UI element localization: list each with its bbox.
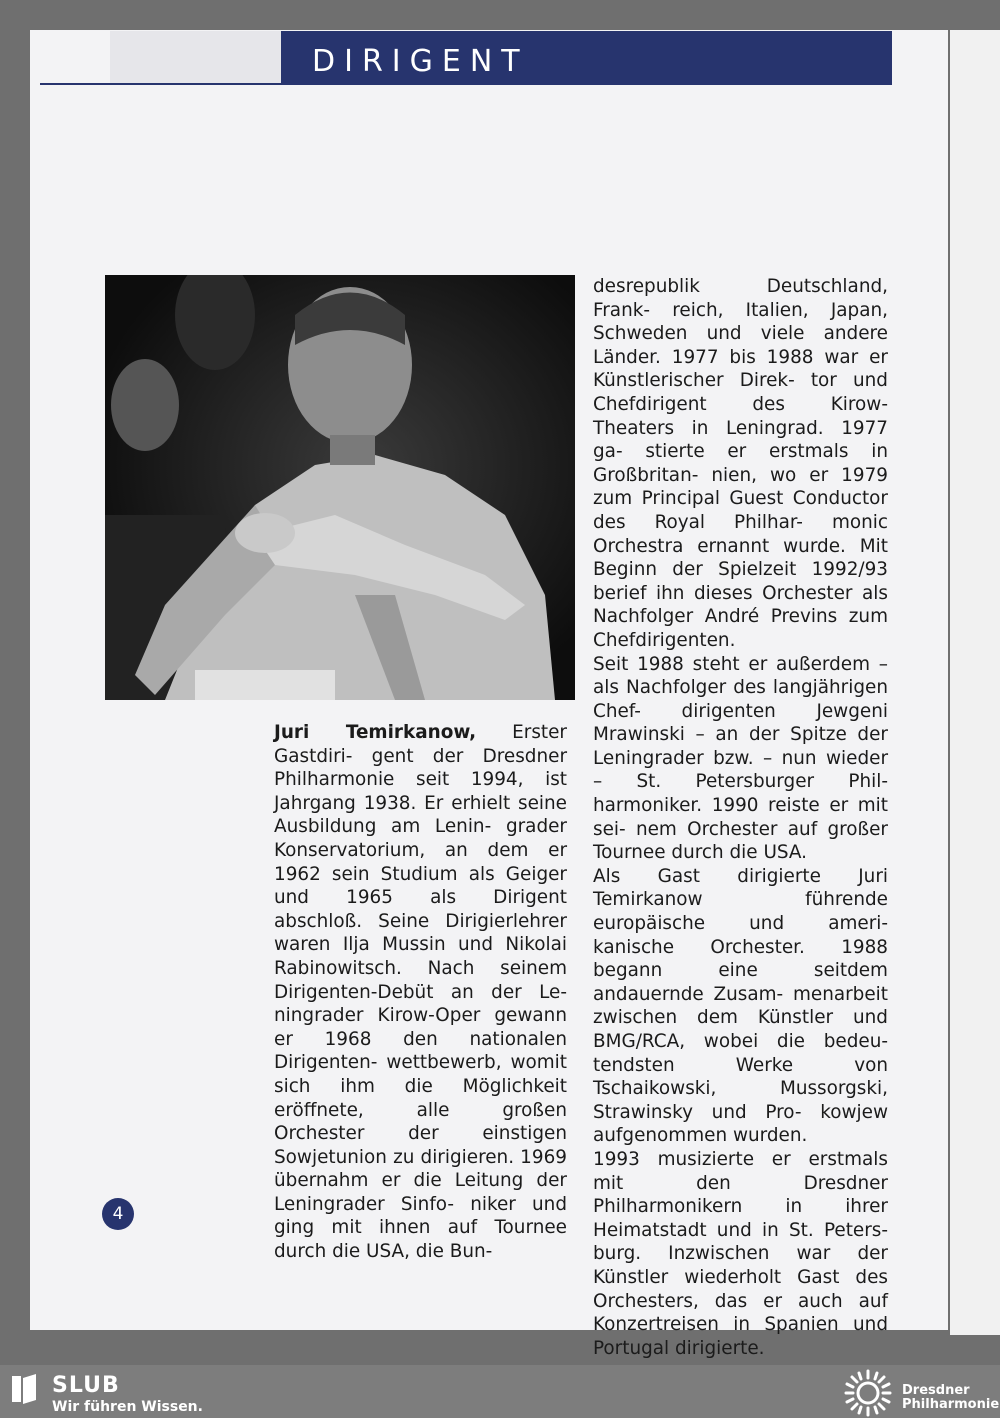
text-line: Als Gast dirigierte Juri Temirkanow xyxy=(593,865,888,911)
text-line: zu dirigieren. 1969 übernahm er xyxy=(274,1146,567,1192)
conductor-name: Juri Temirkanow, xyxy=(274,722,477,743)
text-line: und BMG/RCA, wobei die bedeu- xyxy=(593,1007,888,1052)
adjacent-page-edge xyxy=(950,30,1000,1335)
paragraph-dresden xyxy=(593,1148,888,1360)
text-line: Orchester der einstigen Sowjetunion xyxy=(274,1123,567,1168)
slub-book-icon xyxy=(12,1374,38,1404)
paragraph-leningrad xyxy=(593,653,888,865)
text-line: tor und Chefdirigent des Kirow- xyxy=(593,370,888,415)
text-line: 1993 musizierte er erstmals mit xyxy=(593,1148,888,1194)
text-line: seit 1994, ist Jahrgang 1938. Er xyxy=(274,769,567,814)
article-column-left xyxy=(274,721,567,1264)
text-line: Mit Beginn der Spielzeit 1992/93 xyxy=(593,535,888,581)
text-line: Seit 1988 steht er außerdem – als xyxy=(593,653,888,699)
text-line: wiederholt Gast des Orchesters, xyxy=(593,1266,888,1312)
text-line: 1988 war er Künstlerischer Direk- xyxy=(593,346,888,392)
text-line: tendsten Werke von Tschaikowski, xyxy=(593,1054,888,1100)
text-line: menarbeit zwischen dem Künstler xyxy=(593,983,888,1029)
partner-line-1: Dresdner xyxy=(902,1383,970,1398)
text-line: wettbewerb, womit sich ihm die xyxy=(274,1052,567,1097)
conductor-photo-graphic xyxy=(105,275,575,700)
text-line: 1968 den nationalen Dirigenten- xyxy=(274,1028,567,1074)
text-line: Nachfolger André Previns zum xyxy=(593,606,888,628)
text-line: stierte er erstmals in Großbritan- xyxy=(593,441,888,486)
text-line: 1962 sein Studium als Geiger und xyxy=(274,863,567,909)
text-line: erhielt seine Ausbildung am Lenin- xyxy=(274,792,567,838)
text-line: nem Orchester auf großer Tournee xyxy=(593,818,888,864)
text-line: harmoniker. 1990 reiste er mit sei- xyxy=(593,795,888,840)
paragraph-career xyxy=(593,275,888,653)
text-line: und Nikolai Rabinowitsch. Nach xyxy=(274,934,567,979)
text-line: burg. Inzwischen war der Künstler xyxy=(593,1243,888,1288)
text-line: durch die USA. xyxy=(671,842,808,864)
text-line: Dirigierlehrer waren Ilja Mussin xyxy=(274,910,567,956)
dresdner-philharmonie-text xyxy=(902,1384,999,1412)
conductor-photo xyxy=(105,275,575,700)
text-line: ihrer Heimatstadt und in St. Peters- xyxy=(593,1196,888,1241)
dresdner-philharmonie-sun-logo xyxy=(842,1369,894,1417)
text-line: die Leitung der Leningrader Sinfo- xyxy=(274,1170,567,1215)
slub-logo-text: SLUB xyxy=(52,1373,120,1398)
text-line: kowjew aufgenommen wurden. xyxy=(593,1101,888,1147)
text-line: seinem Dirigenten-Debüt an der Le- xyxy=(274,957,567,1003)
text-line: Nachfolger des langjährigen Chef- xyxy=(593,677,888,722)
text-line: reich, Italien, Japan, Schweden xyxy=(593,299,888,345)
text-line: nien, wo er 1979 zum Principal xyxy=(593,464,888,510)
text-line: Theaters in Leningrad. 1977 ga- xyxy=(593,417,888,463)
text-line: gent der Dresdner Philharmonie xyxy=(274,745,567,791)
text-line: den Dresdner Philharmonikern in xyxy=(593,1172,888,1218)
text-line: monic Orchestra ernannt wurde. xyxy=(593,511,888,557)
header-rule xyxy=(40,83,892,85)
text-line: und viele andere Länder. 1977 bis xyxy=(593,323,888,368)
text-line: das er auch auf Konzertreisen in xyxy=(593,1290,888,1336)
page-number-badge: 4 xyxy=(102,1198,134,1230)
text-line: Möglichkeit eröffnete, alle großen xyxy=(274,1075,567,1121)
text-line: Erster Gastdiri- xyxy=(274,722,567,767)
text-line: berief ihn dieses Orchester als xyxy=(593,582,888,604)
text-line: 1965 als Dirigent abschloß. Seine xyxy=(274,887,567,932)
text-line: dirigenten Jewgeni Mrawinski – an xyxy=(593,700,888,746)
text-line: eine seitdem andauernde Zusam- xyxy=(593,960,888,1005)
text-line: führende europäische und ameri- xyxy=(593,889,888,935)
text-line: ningrader Kirow-Oper gewann er xyxy=(274,1005,567,1050)
text-line: grader Konservatorium, an dem er xyxy=(274,816,567,861)
paragraph-guest-conducting xyxy=(593,865,888,1148)
text-line: niker und ging mit ihnen auf xyxy=(274,1193,567,1239)
paragraph-biography-intro xyxy=(274,721,567,1264)
text-line: Tournee durch die USA, die Bun- xyxy=(274,1217,567,1263)
text-line: Chefdirigenten. xyxy=(593,629,736,651)
text-line: Spanien und Portugal dirigierte. xyxy=(593,1314,888,1359)
section-title: DIRIGENT xyxy=(312,44,529,79)
slub-tagline: Wir führen Wissen. xyxy=(52,1399,203,1415)
text-line: desrepublik Deutschland, Frank- xyxy=(593,276,888,321)
text-line: der Spitze der Leningrader bzw. – xyxy=(593,724,888,769)
text-line: nun wieder – St. Petersburger Phil- xyxy=(593,747,888,793)
text-line: kanische Orchester. 1988 begann xyxy=(593,936,888,982)
article-column-right xyxy=(593,275,888,1360)
text-line: Guest Conductor des Royal Philhar- xyxy=(593,488,888,533)
text-line: Mussorgski, Strawinsky und Pro- xyxy=(593,1078,888,1123)
header-grey-block xyxy=(110,31,282,83)
partner-line-2: Philharmonie xyxy=(902,1397,1000,1412)
